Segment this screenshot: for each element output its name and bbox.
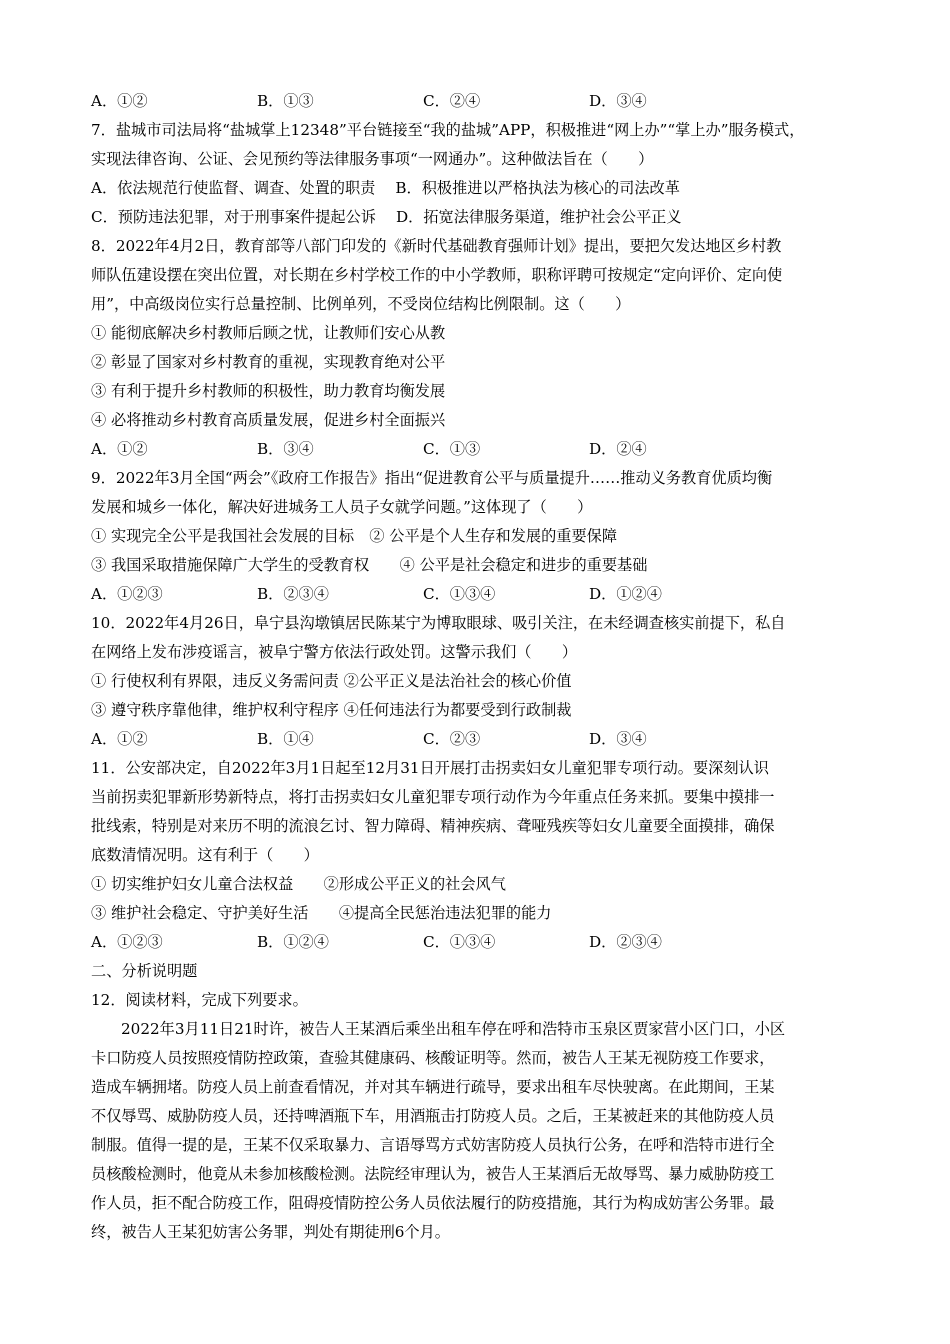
material-line: 2022年3月11日21时许，被告人王某酒后乘坐出租车停在呼和浩特市玉泉区贾家营小区门口，小区 (121, 1020, 786, 1038)
question-8 (91, 232, 858, 464)
option-a: A．①②③ (91, 933, 163, 951)
question-11 (91, 754, 858, 957)
question-text: 11．公安部决定，自2022年3月1日起至12月31日开展打击拐卖妇女儿童犯罪专项行动。要深刻认识 (91, 759, 769, 777)
option-c: C．①③④ (423, 933, 496, 951)
statement-item: ③ 有利于提升乡村教师的积极性，助力教育均衡发展 (91, 382, 446, 400)
option-b: B．①④ (257, 730, 314, 748)
option-d: D．③④ (589, 92, 647, 110)
statement-item: ① 行使权利有界限，违反义务需问责 ②公平正义是法治社会的核心价值 (91, 672, 572, 690)
choice-line: A．依法规范行使监督、调查、处置的职责 B．积极推进以严格执法为核心的司法改革 (91, 179, 680, 197)
statement-item: ③ 维护社会稳定、守护美好生活 ④提高全民惩治违法犯罪的能力 (91, 904, 552, 922)
option-b: B．③④ (257, 440, 314, 458)
statement-item: ③ 遵守秩序靠他律，维护权利守程序 ④任何违法行为都要受到行政制裁 (91, 701, 572, 719)
q9-options (91, 580, 858, 609)
option-c: C．②③ (423, 730, 481, 748)
question-12-title: 12．阅读材料，完成下列要求。 (91, 991, 308, 1009)
question-text: 批线索，特别是对来历不明的流浪乞讨、智力障碍、精神疾病、聋哑残疾等妇女儿童要全面摸排，确保 (91, 817, 775, 835)
question-text: 实现法律咨询、公证、会见预约等法律服务事项“一网通办”。这种做法旨在（ ） (91, 150, 654, 168)
option-a: A．①②③ (91, 585, 163, 603)
question-text: 底数清情况明。这有利于（ ） (91, 846, 319, 864)
option-b: B．②③④ (257, 585, 329, 603)
material-line: 不仅辱骂、威胁防疫人员，还持啤酒瓶下车，用酒瓶击打防疫人员。之后，王某被赶来的其他防疫人员 (91, 1107, 775, 1125)
question-text: 10．2022年4月26日，阜宁县沟墩镇居民陈某宁为博取眼球、吸引关注，在未经调查核实前提下，私自 (91, 614, 786, 632)
q10-options (91, 725, 858, 754)
material-line: 制服。值得一提的是，王某不仅采取暴力、言语辱骂方式妨害防疫人员执行公务，在呼和浩特市进行全 (91, 1136, 775, 1154)
option-a: A．①② (91, 730, 148, 748)
question-text: 在网络上发布涉疫谣言，被阜宁警方依法行政处罚。这警示我们（ ） (91, 643, 577, 661)
question-9 (91, 464, 858, 609)
material-line: 造成车辆拥堵。防疫人员上前查看情况，并对其车辆进行疏导，要求出租车尽快驶离。在此期间，王某 (91, 1078, 775, 1096)
option-d: D．③④ (589, 730, 647, 748)
question-7 (91, 116, 858, 232)
q6-options (91, 87, 858, 116)
material-line: 终，被告人王某犯妨害公务罪，判处有期徒刑6个月。 (91, 1223, 450, 1241)
q8-options (91, 435, 858, 464)
question-text: 当前拐卖犯罪新形势新特点，将打击拐卖妇女儿童犯罪专项行动作为今年重点任务来抓。要集中摸排一 (91, 788, 775, 806)
statement-item: ① 实现完全公平是我国社会发展的目标 ② 公平是个人生存和发展的重要保障 (91, 527, 618, 545)
material-line: 作人员，拒不配合防疫工作，阻碍疫情防控公务人员依法履行的防疫措施，其行为构成妨害公务罪。最 (91, 1194, 775, 1212)
question-text: 用”，中高级岗位实行总量控制、比例单列，不受岗位结构比例限制。这（ ） (91, 295, 631, 313)
option-c: C．①③ (423, 440, 481, 458)
statement-item: ① 能彻底解决乡村教师后顾之忧，让教师们安心从教 (91, 324, 446, 342)
option-c: C．①③④ (423, 585, 496, 603)
statement-item: ③ 我国采取措施保障广大学生的受教育权 ④ 公平是社会稳定和进步的重要基础 (91, 556, 648, 574)
option-a: A．①② (91, 440, 148, 458)
option-c: C．②④ (423, 92, 481, 110)
statement-item: ④ 必将推动乡村教育高质量发展，促进乡村全面振兴 (91, 411, 446, 429)
statement-item: ② 彰显了国家对乡村教育的重视，实现教育绝对公平 (91, 353, 446, 371)
option-d: D．②④ (589, 440, 647, 458)
question-10 (91, 609, 858, 754)
question-text: 发展和城乡一体化，解决好进城务工人员子女就学问题。”这体现了（ ） (91, 498, 593, 516)
section-title: 二、分析说明题 (91, 962, 198, 980)
question-text: 7．盐城市司法局将“盐城掌上12348”平台链接至“我的盐城”APP，积极推进“网上办”“掌上办”服务模式， (91, 121, 805, 139)
choice-line: C．预防违法犯罪，对于刑事案件提起公诉 D．拓宽法律服务渠道，维护社会公平正义 (91, 208, 682, 226)
q11-options (91, 928, 858, 957)
question-text: 师队伍建设摆在突出位置，对长期在乡村学校工作的中小学教师，职称评聘可按规定“定向评价、定向使 (91, 266, 783, 284)
question-text: 8．2022年4月2日，教育部等八部门印发的《新时代基础教育强师计划》提出，要把欠发达地区乡村教 (91, 237, 782, 255)
material-line: 员核酸检测时，他竟从未参加核酸检测。法院经审理认为，被告人王某酒后无故辱骂、暴力威胁防疫工 (91, 1165, 775, 1183)
statement-item: ① 切实维护妇女儿童合法权益 ②形成公平正义的社会风气 (91, 875, 506, 893)
option-a: A．①② (91, 92, 148, 110)
option-b: B．①③ (257, 92, 314, 110)
material-line: 卡口防疫人员按照疫情防控政策，查验其健康码、核酸证明等。然而，被告人王某无视防疫工作要求， (91, 1049, 775, 1067)
option-d: D．①②④ (589, 585, 662, 603)
section-analysis (91, 957, 858, 1247)
option-b: B．①②④ (257, 933, 329, 951)
option-d: D．②③④ (589, 933, 662, 951)
question-text: 9．2022年3月全国“两会”《政府工作报告》指出“促进教育公平与质量提升……推动义务教育优质均衡 (91, 469, 773, 487)
